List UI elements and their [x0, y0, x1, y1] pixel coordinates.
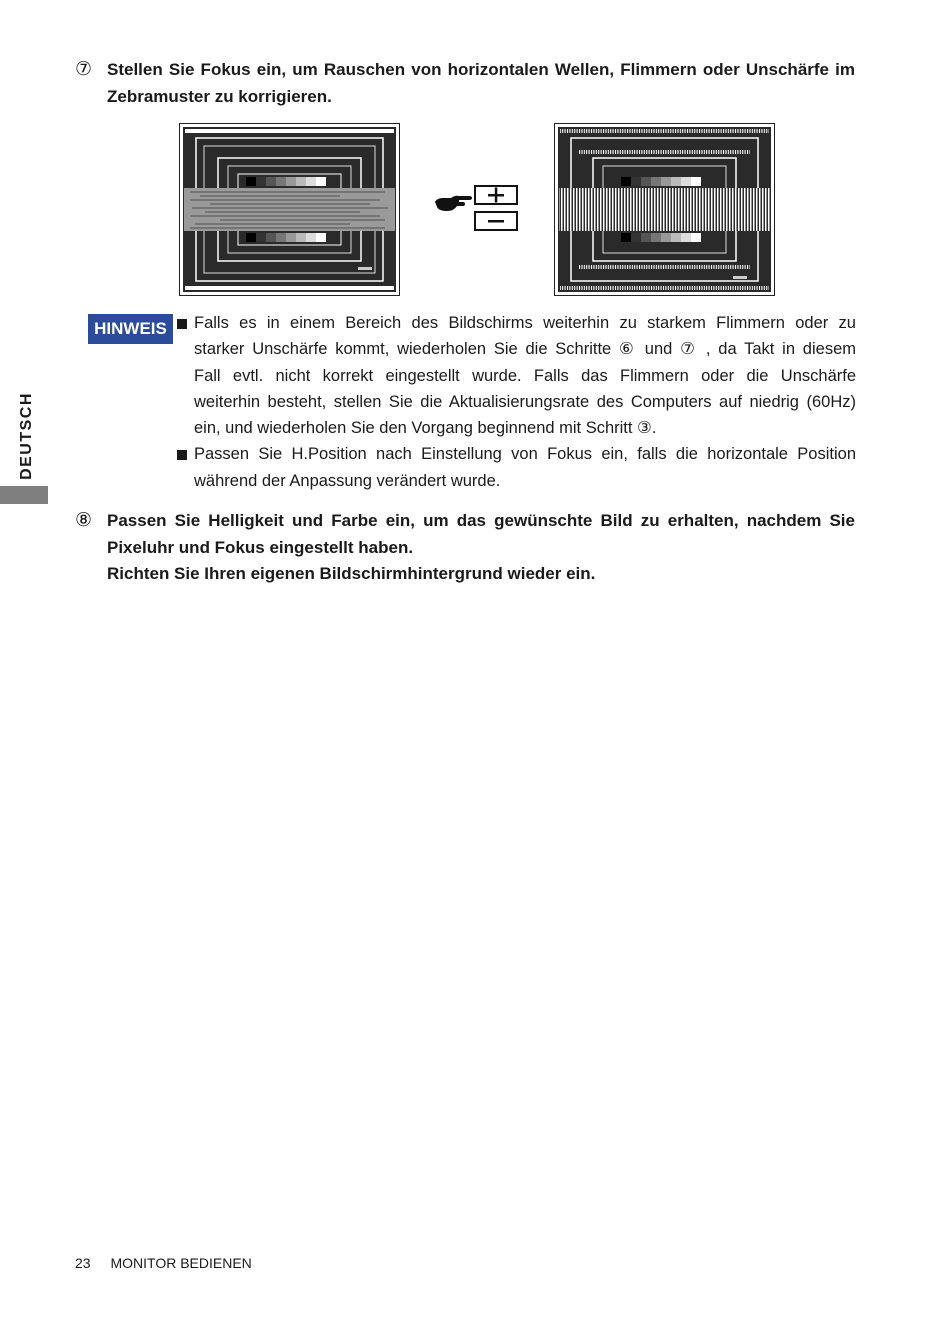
page-footer [75, 1255, 252, 1271]
step-line: Pixeluhr und Fokus eingestellt haben. [107, 537, 414, 557]
note-line: Fall evtl. nicht korrekt eingestellt wurde. Falls das Flimmern oder die Unschärfe [194, 366, 856, 385]
adjust-controls [433, 184, 523, 234]
test-pattern-before [179, 123, 400, 296]
step-7 [75, 57, 855, 110]
note-item [176, 441, 856, 494]
step-8 [75, 508, 855, 588]
side-tab-label: DEUTSCH [18, 392, 35, 480]
note-badge: HINWEIS [88, 314, 173, 344]
bullet-square-icon [177, 450, 187, 460]
step-line: Zebramuster zu korrigieren. [107, 86, 332, 106]
step-number: ⑦ [75, 59, 93, 80]
minus-button-icon [475, 212, 517, 230]
step-line: Richten Sie Ihren eigenen Bildschirmhintergrund wieder ein. [107, 564, 596, 583]
test-pattern-before-graphic [180, 124, 399, 295]
page-number: 23 [75, 1255, 91, 1271]
bullet-square-icon [177, 319, 187, 329]
note-item [176, 310, 856, 441]
note-line: während der Anpassung verändert wurde. [194, 471, 501, 490]
step-text [107, 508, 855, 588]
pointing-hand-icon [435, 196, 472, 211]
section-title: MONITOR BEDIENEN [110, 1255, 252, 1271]
note-line: ein, und wiederholen Sie den Vorgang beginnend mit Schritt ③. [194, 419, 657, 438]
note-line: Falls es in einem Bereich des Bildschirms weiterhin zu starkem Flimmern oder zu [194, 314, 856, 332]
adjust-controls-graphic [433, 184, 523, 234]
note-list [176, 310, 856, 494]
note-line: starker Unschärfe kommt, wiederholen Sie die Schritte ⑥ und ⑦ , da Takt in diesem [194, 340, 856, 359]
step-line: Stellen Sie Fokus ein, um Rauschen von horizontalen Wellen, Flimmern oder Unschärfe im [107, 60, 855, 79]
plus-button-icon [475, 186, 517, 204]
step-line: Passen Sie Helligkeit und Farbe ein, um das gewünschte Bild zu erhalten, nachdem Sie [107, 511, 855, 530]
step-text [107, 57, 855, 110]
note-line: weiterhin besteht, stellen Sie die Aktualisierungsrate des Computers auf niedrig (60Hz) [194, 392, 856, 411]
note-line: Passen Sie H.Position nach Einstellung von Fokus ein, falls die horizontale Position [194, 445, 856, 464]
test-pattern-after [554, 123, 775, 296]
test-pattern-after-graphic [555, 124, 774, 295]
step-number: ⑧ [75, 510, 93, 531]
